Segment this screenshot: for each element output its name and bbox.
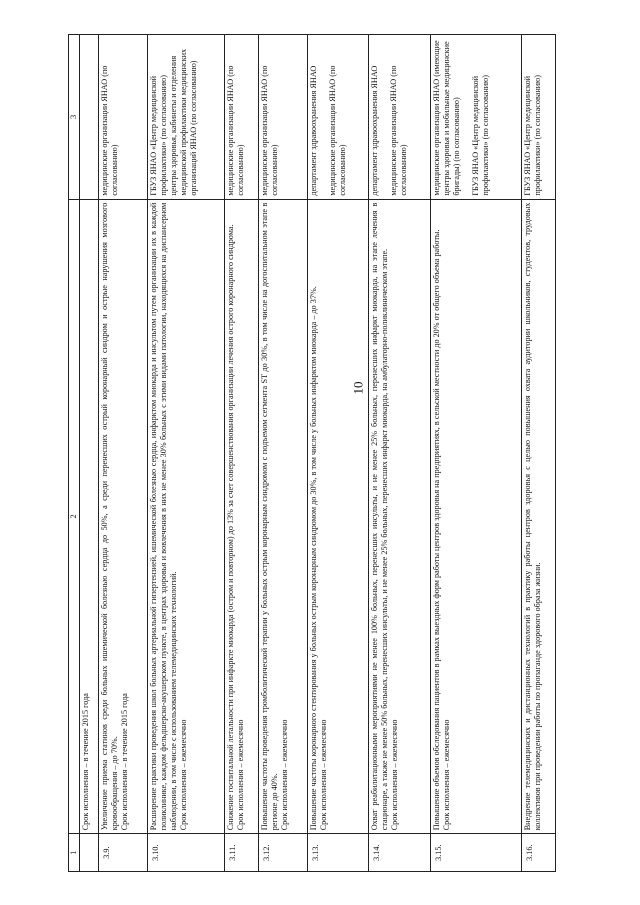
table-row [259,35,307,872]
measure-text: Повышение объемов обследования пациентов в рамках выездных форм работы центров здоровья на предприятиях, в сельской местности до 20% от общего объема работы. [432,229,442,831]
header-col-3: 3 [69,35,80,200]
row-number: 3.9. [99,834,147,872]
page-number: 10 [350,381,366,395]
table-row [431,35,522,872]
table-row [99,35,147,872]
table-header-row [69,35,80,872]
cell-executor [522,35,556,200]
executor-text: медицинские организации ЯНАО (по согласованию) [389,65,409,196]
measure-text: Повышение частоты проведения тромболитической терапии у больных острым коронарным синдромом с подъемом сегмента ST до 30%, в том числе на догоспитальном этапе в регионе до 40%. [260,202,280,831]
row-number: 3.11. [225,834,259,872]
cell-executor [259,35,307,200]
cell-measure [80,199,99,834]
measures-table [68,34,556,872]
cell-executor [369,35,431,200]
table-row [307,35,369,872]
cell-measure [431,199,522,834]
cell-executor [99,35,147,200]
measure-text: Увеличение приема статинов среди больных ишемической болезнью сердца до 50%, а среди перенесших острый коронарный синдром и острые нарушения мозгового кровообращения – до 70%. [100,202,120,831]
cell-measure [259,199,307,834]
deadline-text: Срок исполнения – в течение 2015 года [81,693,90,831]
cell-executor [307,35,369,200]
row-number: 3.13. [307,834,369,872]
executor-text: медицинские организации ЯНАО (по согласованию) [100,65,120,196]
cell-executor [431,35,522,200]
cell-measure [369,199,431,834]
deadline-text: Срок исполнения – ежемесячно [442,719,452,831]
cell-measure [307,199,369,834]
table-row-lead [80,35,99,872]
deadline-text: Срок исполнения – ежемесячно [178,719,188,831]
executor-text: департамент здравоохранения ЯНАО [370,65,380,196]
cell-measure [522,199,556,834]
deadline-text: Срок исполнения – ежемесячно [390,719,400,831]
measure-text: Охват реабилитационными мероприятиями не менее 100% больных, перенесших инсульты, и не менее 25% больных, перенесших инфаркт миокарда, на этапе лечения в стационаре, а также не менее 50% больных, перенесших инсульты, и не менее 25% больных, перенесших инфаркт миокарда, на амбулаторно-поликлиническом этапе. [370,202,390,831]
cell-measure [99,199,147,834]
executor-text: ГБУЗ ЯНАО «Центр медицинской профилактики» (по согласованию) [471,75,491,196]
table-row [147,35,225,872]
deadline-text: Срок исполнения – ежемесячно [318,719,328,831]
measure-text: Снижение госпитальной летальности при инфаркте миокарда (остром и повторном) до 13% за счет совершенствования организации лечения острого коронарного синдрома. [226,224,236,831]
row-number: 3.12. [259,834,307,872]
table-row [369,35,431,872]
cell-num [80,834,99,872]
cell-executor [147,35,225,200]
rotated-table-container [68,34,556,872]
executor-text: ГБУЗ ЯНАО «Центр медицинской профилактики» (по согласованию) [523,75,543,196]
executor-text: департамент здравоохранения ЯНАО [308,65,318,196]
executor-text: медицинские организации ЯНАО (по согласованию) [260,65,280,196]
executor-text: медицинские организации ЯНАО (по согласованию) [327,65,347,196]
executor-text: медицинские организации ЯНАО (по согласованию) [226,65,246,196]
cell-executor [225,35,259,200]
header-col-1: 1 [69,834,80,872]
executor-text: медицинские организации ЯНАО (имеющие центры здоровья и мобильные медицинские бригады) (по согласованию) [432,40,462,196]
executor-text: центры здоровья, кабинеты и отделения медицинской профилактики медицинских организаций ЯНАО (по согласованию) [168,48,198,196]
executor-text: ГБУЗ ЯНАО «Центр медицинской профилактики» (по согласованию) [148,75,168,196]
deadline-text: Срок исполнения – ежемесячно [280,719,290,831]
row-number: 3.16. [522,834,556,872]
deadline-text: Срок исполнения – ежемесячно [236,719,246,831]
row-number: 3.10. [147,834,225,872]
measure-text: Повышение частоты коронарного стентирования у больных острым коронарным синдромом до 30%, в том числе у больных инфарктом миокарда – до 37%. [308,286,318,831]
measure-text: Внедрение телемедицинских и дистанционных технологий в практику работы центров здоровья с целью повышения охвата аудитории школьников, студентов, трудовых коллективов при проведении работы по пропаганде здорового образа жизни. [523,202,543,831]
row-number: 3.15. [431,834,522,872]
measure-text: Расширение практики проведения школ больных артериальной гипертензией, ишемической болезнью сердца, инфарктом миокарда и инсультом путем организации их в каждой поликлинике, каждом фельдшерско-акушерском пункте, в центрах здоровья и вовлечения в них не менее 30% больных с этими видами патологии, находящихся на диспансерном наблюдении, в том числе с использованием телемедицинских технологий. [148,202,178,831]
cell-measure [147,199,225,834]
table-row [522,35,556,872]
row-number: 3.14. [369,834,431,872]
table-row [225,35,259,872]
cell-measure [225,199,259,834]
header-col-2: 2 [69,199,80,834]
cell-executor [80,35,99,200]
deadline-text: Срок исполнения – в течение 2015 года [120,693,130,831]
